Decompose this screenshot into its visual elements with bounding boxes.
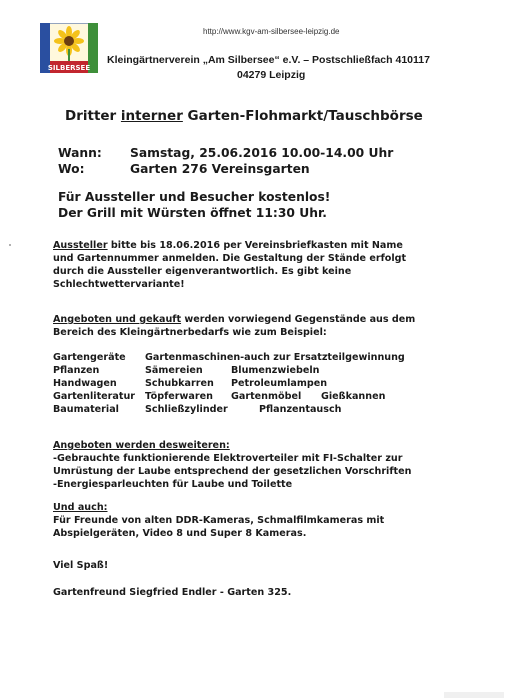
club-logo: [40, 23, 98, 73]
also-offered-line-2: Umrüstung der Laube entsprechend der gesetzlichen Vorschriften: [53, 466, 412, 477]
title-prefix: Dritter: [65, 108, 121, 124]
exhibitor-line-3: durch die Aussteller eigenverantwortlich. Es gibt keine: [53, 266, 352, 277]
scan-speck: [9, 244, 11, 246]
list-item: Pflanzentausch: [259, 404, 342, 415]
also-offered-line-3: -Energiesparleuchten für Laube und Toilette: [53, 479, 293, 490]
list-item: Gießkannen: [321, 391, 386, 402]
exhibitor-line-2: und Gartennummer anmelden. Die Gestaltung der Stände erfolgt: [53, 253, 407, 264]
list-item: Petroleumlampen: [231, 378, 328, 389]
club-address-line: Kleingärtnerverein „Am Silbersee“ e.V. – Postschließfach 410117: [107, 54, 430, 66]
when-label: Wann:: [58, 146, 102, 160]
website-url: http://www.kgv-am-silbersee-leipzig.de: [203, 27, 340, 36]
list-item: Gartenmöbel: [231, 391, 302, 402]
offered-line-2: Bereich des Kleingärtnerbedarfs wie zum Beispiel:: [53, 327, 327, 338]
closing-signature: Gartenfreund Siegfried Endler - Garten 325.: [53, 587, 292, 598]
list-item: Blumenzwiebeln: [231, 365, 320, 376]
closing-greeting: Viel Spaß!: [53, 560, 109, 571]
offered-lead: Angeboten und gekauft: [53, 314, 182, 325]
where-label: Wo:: [58, 162, 85, 176]
exhibitor-line-4: Schlechtwettervariante!: [53, 279, 185, 290]
exhibitor-line-1: [53, 240, 403, 252]
list-item: Töpferwaren: [145, 391, 213, 402]
offered-text-1: werden vorwiegend Gegenstände aus dem: [181, 314, 416, 325]
and-also-line-1: Für Freunde von alten DDR-Kameras, Schmalfilmkameras mit: [53, 515, 385, 526]
scan-edge: [444, 692, 504, 698]
list-item: Gartenmaschinen-auch zur Ersatzteilgewinnung: [145, 352, 405, 363]
list-item: Sämereien: [145, 365, 203, 376]
also-offered-heading: Angeboten werden desweiteren:: [53, 440, 230, 451]
list-item: Schubkarren: [145, 378, 214, 389]
exhibitor-lead: Aussteller: [53, 240, 108, 251]
title-emphasis: interner: [120, 108, 183, 124]
list-item: Schließzylinder: [145, 404, 228, 415]
list-item: Pflanzen: [53, 365, 100, 376]
exhibitor-text-1: bitte bis 18.06.2016 per Vereinsbriefkasten mit Name: [107, 240, 403, 251]
free-entry-notice: Für Aussteller und Besucher kostenlos!: [58, 190, 331, 204]
sunflower-logo-icon: [40, 23, 98, 73]
also-offered-line-1: -Gebrauchte funktionierende Elektroverteiler mit FI-Schalter zur: [53, 453, 403, 464]
flyer-title: [65, 108, 423, 124]
list-item: Gartenliteratur: [53, 391, 136, 402]
svg-text:SILBERSEE: SILBERSEE: [47, 64, 91, 72]
club-city-line: 04279 Leipzig: [237, 69, 306, 81]
list-item: Gartengeräte: [53, 352, 126, 363]
offered-line-1: [53, 314, 415, 326]
and-also-heading: Und auch:: [53, 502, 108, 513]
where-value: Garten 276 Vereinsgarten: [130, 162, 310, 176]
list-item: Handwagen: [53, 378, 117, 389]
and-also-line-2: Abspielgeräten, Video 8 und Super 8 Kameras.: [53, 528, 307, 539]
grill-notice: Der Grill mit Würsten öffnet 11:30 Uhr.: [58, 206, 327, 220]
when-value: Samstag, 25.06.2016 10.00-14.00 Uhr: [130, 146, 394, 160]
list-item: Baumaterial: [53, 404, 119, 415]
title-suffix: Garten-Flohmarkt/Tauschbörse: [182, 108, 423, 124]
